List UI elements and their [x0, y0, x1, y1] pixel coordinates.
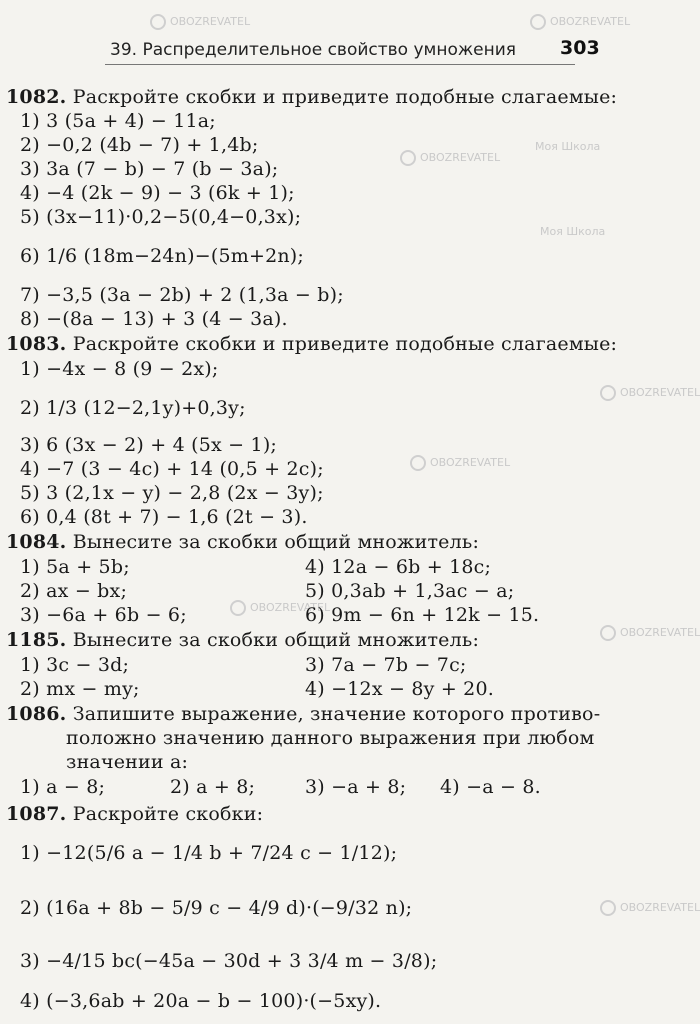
task-1185-item-4: 4) −12x − 8y + 20. — [305, 678, 494, 700]
task-text: Вынесите за скобки общий множитель: — [72, 629, 480, 651]
task-1082-heading — [6, 86, 617, 108]
task-text: Раскройте скобки и приведите подобные слагаемые: — [72, 86, 618, 108]
task-1084-item-4: 4) 12a − 6b + 18c; — [305, 556, 492, 578]
task-1087-item-3: 3) −4/15 bc(−45a − 30d + 3 3/4 m − 3/8); — [20, 950, 438, 972]
page-number: 303 — [560, 37, 600, 59]
watermark: OBOZREVATEL — [400, 150, 500, 166]
watermark-logo-icon — [400, 150, 416, 166]
task-1084-item-2: 2) ax − bx; — [20, 580, 128, 602]
watermark: OBOZREVATEL — [600, 625, 700, 641]
task-1082-item-8: 8) −(8a − 13) + 3 (4 − 3a). — [20, 308, 288, 330]
task-1087-item-1: 1) −12(5/6 a − 1/4 b + 7/24 c − 1/12); — [20, 842, 398, 864]
task-1082-item-6: 6) 1/6 (18m−24n)−(5m+2n); — [20, 245, 305, 267]
task-1083-item-3: 3) 6 (3x − 2) + 4 (5x − 1); — [20, 434, 278, 456]
task-text: Раскройте скобки: — [72, 803, 264, 825]
task-text: Раскройте скобки и приведите подобные слагаемые: — [72, 333, 618, 355]
watermark: Моя Школа — [540, 225, 606, 238]
task-1086-text-line-2: положно значению данного выражения при любом — [66, 727, 595, 749]
task-1082-item-2: 2) −0,2 (4b − 7) + 1,4b; — [20, 134, 259, 156]
watermark-logo-icon — [600, 385, 616, 401]
watermark: OBOZREVATEL — [150, 14, 250, 30]
task-number: 1185. — [6, 629, 67, 651]
task-number: 1083. — [6, 333, 67, 355]
task-1082-item-1: 1) 3 (5a + 4) − 11a; — [20, 110, 216, 132]
task-1083-item-4: 4) −7 (3 − 4c) + 14 (0,5 + 2c); — [20, 458, 324, 480]
task-number: 1086. — [6, 703, 67, 725]
watermark-logo-icon — [410, 455, 426, 471]
task-1083-item-6: 6) 0,4 (8t + 7) − 1,6 (2t − 3). — [20, 506, 308, 528]
task-text: Вынесите за скобки общий множитель: — [72, 531, 480, 553]
task-1086-option-3: 3) −a + 8; — [305, 776, 407, 798]
task-1083-item-2: 2) 1/3 (12−2,1y)+0,3y; — [20, 397, 246, 419]
task-1082-item-3: 3) 3a (7 − b) − 7 (b − 3a); — [20, 158, 279, 180]
task-1084-heading — [6, 531, 479, 553]
task-1087-item-2: 2) (16a + 8b − 5/9 c − 4/9 d)·(−9/32 n); — [20, 897, 413, 919]
task-1083-item-1: 1) −4x − 8 (9 − 2x); — [20, 358, 219, 380]
task-1087-item-4: 4) (−3,6ab + 20a − b − 100)·(−5xy). — [20, 990, 382, 1012]
task-1086-option-2: 2) a + 8; — [170, 776, 256, 798]
task-1087-heading — [6, 803, 263, 825]
task-1086-option-1: 1) a − 8; — [20, 776, 106, 798]
task-number: 1082. — [6, 86, 67, 108]
watermark: OBOZREVATEL — [600, 900, 700, 916]
running-head: 39. Распределительное свойство умножения — [110, 40, 517, 60]
task-1185-item-3: 3) 7a − 7b − 7c; — [305, 654, 467, 676]
watermark: OBOZREVATEL — [230, 600, 330, 616]
task-1086-heading — [6, 703, 600, 725]
watermark-logo-icon — [600, 900, 616, 916]
header-rule — [105, 64, 575, 65]
watermark: Моя Школа — [535, 140, 601, 153]
task-1185-heading — [6, 629, 479, 651]
task-1082-item-7: 7) −3,5 (3a − 2b) + 2 (1,3a − b); — [20, 284, 344, 306]
task-1082-item-5: 5) (3x−11)·0,2−5(0,4−0,3x); — [20, 206, 302, 228]
task-1086-text-line-3: значении a: — [66, 751, 189, 773]
watermark-logo-icon — [600, 625, 616, 641]
page-header — [0, 0, 664, 62]
task-1084-item-5: 5) 0,3ab + 1,3ac − a; — [305, 580, 515, 602]
task-1084-item-1: 1) 5a + 5b; — [20, 556, 130, 578]
task-text: Запишите выражение, значение которого противо- — [72, 703, 601, 725]
task-number: 1087. — [6, 803, 67, 825]
task-1185-item-1: 1) 3c − 3d; — [20, 654, 130, 676]
task-1082-item-4: 4) −4 (2k − 9) − 3 (6k + 1); — [20, 182, 295, 204]
watermark: OBOZREVATEL — [410, 455, 510, 471]
watermark-logo-icon — [230, 600, 246, 616]
watermark: OBOZREVATEL — [530, 14, 630, 30]
task-1185-item-2: 2) mx − my; — [20, 678, 140, 700]
task-number: 1084. — [6, 531, 67, 553]
task-1083-heading — [6, 333, 617, 355]
task-1086-option-4: 4) −a − 8. — [440, 776, 541, 798]
watermark: OBOZREVATEL — [600, 385, 700, 401]
task-1084-item-6: 6) 9m − 6n + 12k − 15. — [305, 604, 540, 626]
task-1084-item-3: 3) −6a + 6b − 6; — [20, 604, 187, 626]
task-1083-item-5: 5) 3 (2,1x − y) − 2,8 (2x − 3y); — [20, 482, 324, 504]
